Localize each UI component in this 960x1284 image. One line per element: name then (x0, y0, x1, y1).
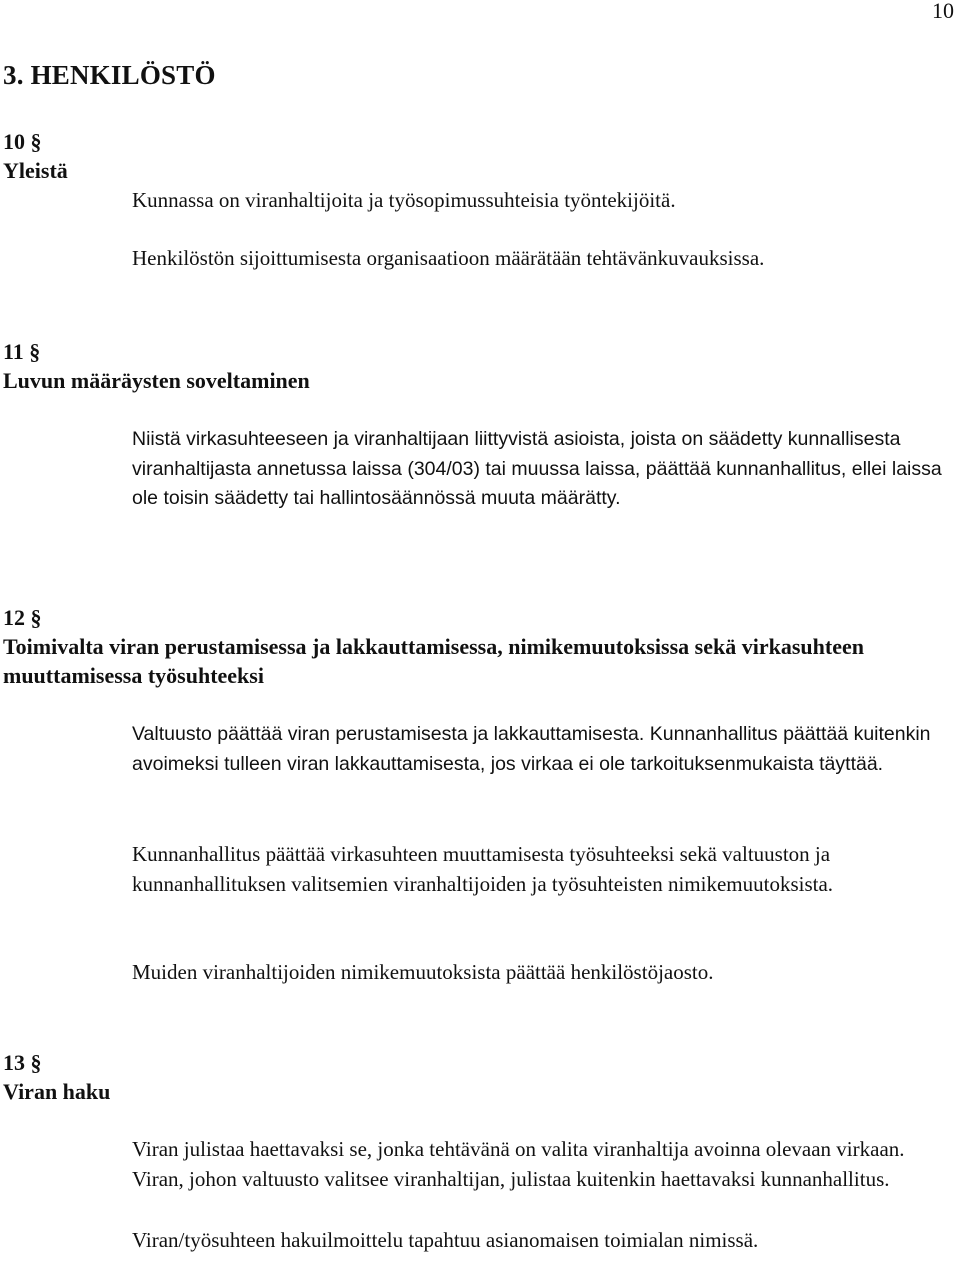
paragraph: Muiden viranhaltijoiden nimikemuutoksista päättää henkilöstöjaosto. (132, 960, 714, 984)
page-number: 10 (932, 0, 954, 23)
section-number: 13 § (3, 1050, 42, 1075)
section-number: 12 § (3, 605, 42, 630)
paragraph: Kunnanhallitus päättää virkasuhteen muuttamisesta työsuhteeksi sekä valtuuston ja kunnanhallituksen valitsemien viranhaltijoiden ja työsuhteisten nimikemuutoksista. (132, 842, 834, 896)
paragraph: Kunnassa on viranhaltijoita ja työsopimussuhteisia työntekijöitä. (132, 188, 676, 212)
paragraph: Viran/työsuhteen hakuilmoittelu tapahtuu asianomaisen toimialan nimissä. (132, 1228, 759, 1252)
section-title: Luvun määräysten soveltaminen (3, 368, 310, 393)
chapter-title: 3. HENKILÖSTÖ (3, 60, 216, 90)
section-11-heading (3, 337, 310, 395)
section-number: 10 § (3, 129, 42, 154)
section-number: 11 § (3, 339, 41, 364)
paragraph: Valtuusto päättää viran perustamisesta ja lakkauttamisesta. Kunnanhallitus päättää kuitenkin avoimeksi tulleen viran lakkauttamisesta, jos virkaa ei ole tarkoituksenmukaista täyttää. (132, 723, 931, 775)
paragraph: Henkilöstön sijoittumisesta organisaatioon määrätään tehtävänkuvauksissa. (132, 246, 765, 270)
section-10-heading (3, 127, 68, 185)
section-title: Yleistä (3, 158, 68, 183)
paragraph: Viran julistaa haettavaksi se, jonka tehtävänä on valita viranhaltija avoinna olevaan virkaan. Viran, johon valtuusto valitsee viranhaltijan, julistaa kuitenkin haettavaksi kunnanhallitus. (132, 1137, 905, 1191)
section-title: Toimivalta viran perustamisessa ja lakkauttamisessa, nimikemuutoksissa sekä virkasuhteen muuttamisessa työsuhteeksi (3, 634, 864, 688)
section-12-heading (3, 603, 942, 690)
section-title: Viran haku (3, 1079, 111, 1104)
section-13-heading (3, 1048, 110, 1106)
paragraph: Niistä virkasuhteeseen ja viranhaltijaan liittyvistä asioista, joista on säädetty kunnallisesta viranhaltijasta annetussa laissa (304/03) tai muussa laissa, päättää kunnanhallitus, ellei laissa ole toisin säädetty tai hallintosäännössä muuta määrätty. (132, 428, 942, 509)
